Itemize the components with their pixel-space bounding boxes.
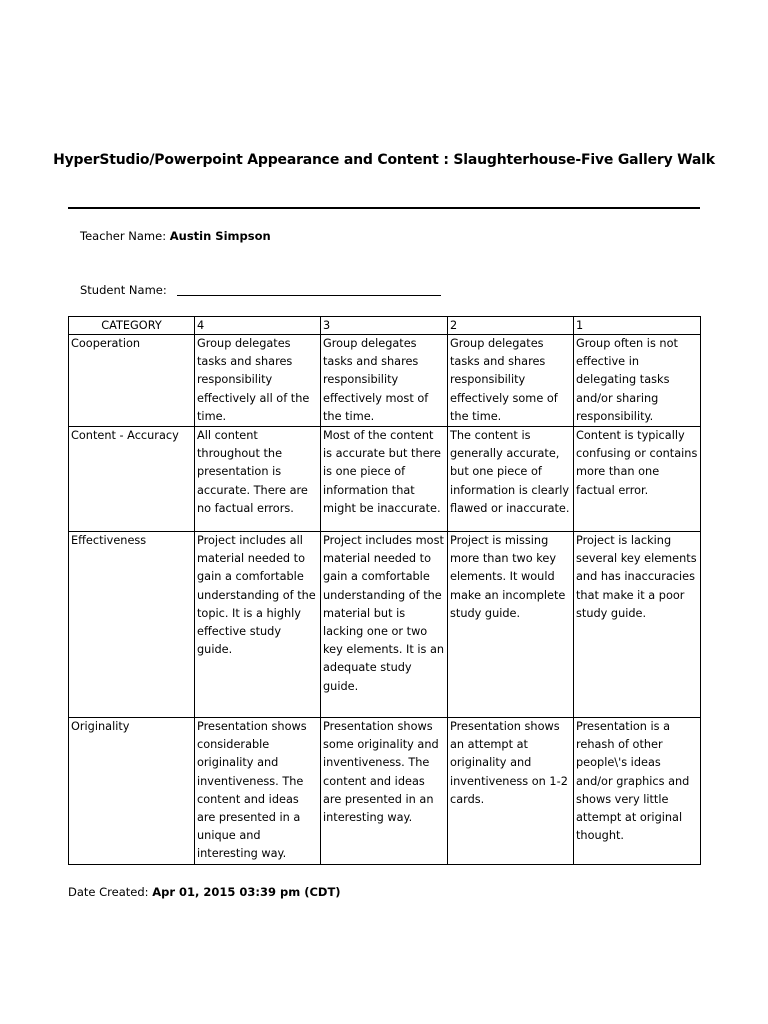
row-category: Effectiveness bbox=[69, 532, 195, 718]
rubric-table bbox=[68, 316, 701, 865]
row-category: Cooperation bbox=[69, 335, 195, 427]
table-cell: Most of the content is accurate but there is one piece of information that might be inaccurate. bbox=[321, 427, 448, 532]
row-category: Originality bbox=[69, 718, 195, 865]
table-row-content-accuracy bbox=[69, 427, 701, 532]
page-title: HyperStudio/Powerpoint Appearance and Content : Slaughterhouse-Five Gallery Walk bbox=[53, 152, 715, 168]
header-score-1: 1 bbox=[574, 317, 701, 335]
table-row-originality bbox=[69, 718, 701, 865]
table-cell: Presentation shows some originality and inventiveness. The content and ideas are presented in an interesting way. bbox=[321, 718, 448, 865]
title-divider bbox=[68, 207, 700, 209]
table-cell: Project includes all material needed to gain a comfortable understanding of the topic. It is a highly effective study guide. bbox=[195, 532, 321, 718]
table-cell: Group delegates tasks and shares responsibility effectively all of the time. bbox=[195, 335, 321, 427]
table-cell: Group often is not effective in delegating tasks and/or sharing responsibility. bbox=[574, 335, 701, 427]
teacher-line bbox=[80, 229, 271, 243]
date-value: Apr 01, 2015 03:39 pm (CDT) bbox=[152, 885, 341, 899]
table-cell: Presentation shows an attempt at originality and inventiveness on 1-2 cards. bbox=[448, 718, 574, 865]
header-category: CATEGORY bbox=[69, 317, 195, 335]
table-cell: The content is generally accurate, but one piece of information is clearly flawed or inaccurate. bbox=[448, 427, 574, 532]
table-cell: Presentation is a rehash of other people\'s ideas and/or graphics and shows very little attempt at original thought. bbox=[574, 718, 701, 865]
table-cell: Group delegates tasks and shares responsibility effectively most of the time. bbox=[321, 335, 448, 427]
table-cell: Content is typically confusing or contains more than one factual error. bbox=[574, 427, 701, 532]
date-label: Date Created: bbox=[68, 885, 149, 899]
header-score-3: 3 bbox=[321, 317, 448, 335]
table-row-effectiveness bbox=[69, 532, 701, 718]
table-cell: All content throughout the presentation is accurate. There are no factual errors. bbox=[195, 427, 321, 532]
table-cell: Group delegates tasks and shares responsibility effectively some of the time. bbox=[448, 335, 574, 427]
table-cell: Project is lacking several key elements and has inaccuracies that make it a poor study guide. bbox=[574, 532, 701, 718]
teacher-label: Teacher Name: bbox=[80, 229, 167, 243]
student-line bbox=[80, 283, 167, 297]
table-cell: Project is missing more than two key elements. It would make an incomplete study guide. bbox=[448, 532, 574, 718]
table-header-row bbox=[69, 317, 701, 335]
student-name-blank bbox=[177, 295, 441, 296]
header-score-4: 4 bbox=[195, 317, 321, 335]
row-category: Content - Accuracy bbox=[69, 427, 195, 532]
date-created bbox=[68, 885, 341, 899]
student-label: Student Name: bbox=[80, 283, 167, 297]
table-row-cooperation bbox=[69, 335, 701, 427]
table-cell: Project includes most material needed to gain a comfortable understanding of the material but is lacking one or two key elements. It is an adequate study guide. bbox=[321, 532, 448, 718]
table-cell: Presentation shows considerable originality and inventiveness. The content and ideas are presented in a unique and interesting way. bbox=[195, 718, 321, 865]
header-score-2: 2 bbox=[448, 317, 574, 335]
teacher-name: Austin Simpson bbox=[169, 229, 271, 243]
